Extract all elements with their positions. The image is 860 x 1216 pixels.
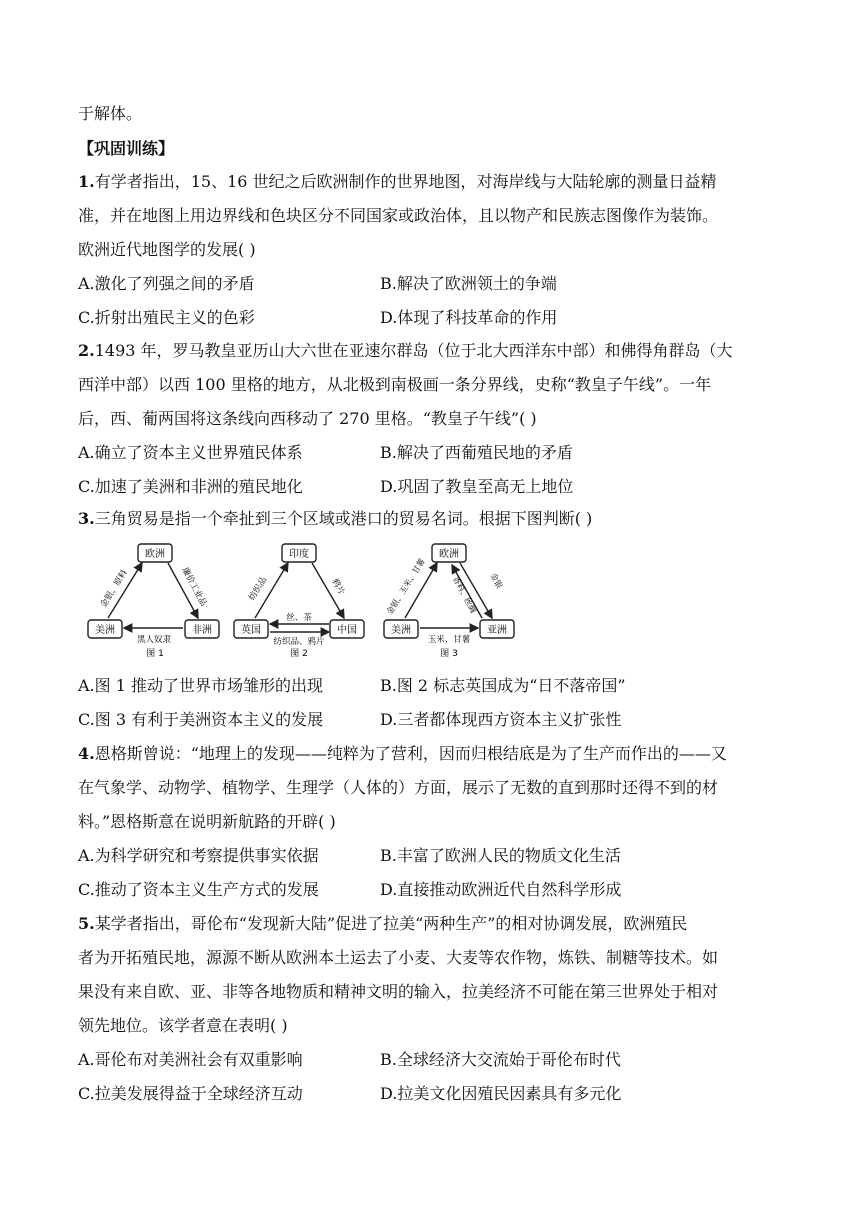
q1-text-1: 有学者指出，15、16 世纪之后欧洲制作的世界地图，对海岸线与大陆轮廓的测量日益精 bbox=[94, 172, 717, 191]
q3-number: 3. bbox=[78, 509, 95, 528]
fig3-edge-right-b: 金银 bbox=[488, 571, 504, 591]
q2-option-d[interactable]: D.巩固了教皇至高无上地位 bbox=[380, 477, 574, 496]
q5-option-b[interactable]: B.全球经济大交流始于哥伦布时代 bbox=[380, 1050, 621, 1069]
q1-line-1 bbox=[78, 172, 717, 192]
fig3-edge-left: 金银、玉米、甘薯 bbox=[385, 557, 427, 617]
q2-option-a[interactable]: A.确立了资本主义世界殖民体系 bbox=[78, 443, 303, 462]
fig3-edge-right-a: 香料、丝绸 bbox=[450, 575, 478, 615]
q3-option-d[interactable]: D.三者都体现西方资本主义扩张性 bbox=[380, 710, 622, 729]
triangle-trade-figures bbox=[80, 538, 520, 668]
q2-number: 2. bbox=[78, 341, 95, 360]
q3-line-1 bbox=[78, 509, 592, 529]
fig3-left-label: 美洲 bbox=[391, 625, 411, 636]
q5-line-2: 者为开拓殖民地，源源不断从欧洲本土运去了小麦、大麦等农作物，炼铁、制糖等技术。如 bbox=[78, 948, 719, 967]
fig1-top-label: 欧洲 bbox=[145, 549, 165, 560]
q4-text-1: 恩格斯曾说：“地理上的发现——纯粹为了营利，因而归根结底是为了生产而作出的——又 bbox=[94, 744, 727, 763]
fig1-right-label: 非洲 bbox=[192, 625, 212, 636]
q1-option-a[interactable]: A.激化了列强之间的矛盾 bbox=[78, 274, 255, 293]
fig1-edge-bottom: 黑人奴隶 bbox=[136, 635, 172, 645]
q4-number: 4. bbox=[78, 744, 95, 763]
q5-option-d[interactable]: D.拉美文化因殖民因素具有多元化 bbox=[380, 1084, 622, 1103]
q2-option-b[interactable]: B.解决了西葡殖民地的矛盾 bbox=[380, 443, 573, 462]
fig2-edge-bottom-top: 丝、茶 bbox=[286, 613, 312, 623]
q4-option-b[interactable]: B.丰富了欧洲人民的物质文化生活 bbox=[380, 846, 621, 865]
q1-number: 1. bbox=[78, 172, 95, 191]
fig2-edge-bottom-bot: 纺织品、鸦片 bbox=[273, 637, 325, 647]
section-title: 【巩固训练】 bbox=[78, 139, 175, 158]
fig3-right-label: 亚洲 bbox=[487, 625, 507, 636]
q2-text-1: 1493 年，罗马教皇亚历山大六世在亚速尔群岛（位于北大西洋东中部）和佛得角群岛（大 bbox=[94, 341, 733, 360]
fig1-left-label: 美洲 bbox=[95, 625, 115, 636]
q4-option-d[interactable]: D.直接推动欧洲近代自然科学形成 bbox=[380, 880, 622, 899]
fig1-caption: 图 1 bbox=[146, 649, 164, 659]
q1-line-3: 欧洲近代地图学的发展( ) bbox=[78, 240, 256, 259]
fig2-edge-right: 鸦片 bbox=[329, 577, 347, 597]
q1-option-d[interactable]: D.体现了科技革命的作用 bbox=[380, 308, 558, 327]
figure-2 bbox=[234, 544, 364, 659]
q3-text-1: 三角贸易是指一个牵扯到三个区域或港口的贸易名词。根据下图判断( ) bbox=[94, 509, 593, 528]
intro-tail: 于解体。 bbox=[78, 104, 143, 123]
q1-line-2: 准，并在地图上用边界线和色块区分不同国家或政治体，且以物产和民族志图像作为装饰。 bbox=[78, 206, 719, 225]
q2-line-1 bbox=[78, 341, 733, 361]
q3-option-a[interactable]: A.图 1 推动了世界市场雏形的出现 bbox=[78, 676, 323, 695]
q4-line-3: 料。”恩格斯意在说明新航路的开辟( ) bbox=[78, 812, 336, 831]
q4-option-a[interactable]: A.为科学研究和考察提供事实依据 bbox=[78, 846, 319, 865]
q2-line-2: 西洋中部）以西 100 里格的地方，从北极到南极画一条分界线，史称“教皇子午线”。一年 bbox=[78, 375, 712, 394]
fig3-caption: 图 3 bbox=[440, 649, 458, 659]
q3-option-c[interactable]: C.图 3 有利于美洲资本主义的发展 bbox=[78, 710, 324, 729]
q3-option-b[interactable]: B.图 2 标志英国成为“日不落帝国” bbox=[380, 676, 626, 695]
q1-option-b[interactable]: B.解决了欧洲领土的争端 bbox=[380, 274, 557, 293]
fig3-edge-bottom: 玉米、甘薯 bbox=[427, 635, 471, 645]
q5-number: 5. bbox=[78, 914, 95, 933]
q5-option-c[interactable]: C.拉美发展得益于全球经济互动 bbox=[78, 1084, 303, 1103]
q5-line-3: 果没有来自欧、亚、非等各地物质和精神文明的输入，拉美经济不可能在第三世界处于相对 bbox=[78, 982, 719, 1001]
fig2-top-label: 印度 bbox=[289, 549, 309, 560]
q1-option-c[interactable]: C.折射出殖民主义的色彩 bbox=[78, 308, 255, 327]
fig2-edge-left: 纺织品 bbox=[247, 575, 270, 603]
q2-line-3: 后，西、葡两国将这条线向西移动了 270 里格。“教皇子午线”( ) bbox=[78, 409, 537, 428]
fig2-left-label: 英国 bbox=[241, 625, 261, 636]
figure-3 bbox=[384, 544, 514, 659]
q5-option-a[interactable]: A.哥伦布对美洲社会有双重影响 bbox=[78, 1050, 303, 1069]
q2-option-c[interactable]: C.加速了美洲和非洲的殖民地化 bbox=[78, 477, 303, 496]
fig1-edge-left: 金银、原料 bbox=[98, 568, 130, 610]
q4-line-2: 在气象学、动物学、植物学、生理学（人体的）方面，展示了无数的直到那时还得不到的材 bbox=[78, 778, 719, 797]
fig2-right-label: 中国 bbox=[337, 625, 357, 636]
fig3-top-label: 欧洲 bbox=[439, 549, 459, 560]
fig1-edge-right: 廉价工业品 bbox=[179, 565, 209, 609]
q4-line-1 bbox=[78, 744, 727, 764]
q5-text-1: 某学者指出，哥伦布“发现新大陆”促进了拉美“两种生产”的相对协调发展，欧洲殖民 bbox=[94, 914, 688, 933]
q5-line-1 bbox=[78, 914, 687, 934]
fig2-caption: 图 2 bbox=[290, 649, 308, 659]
figure-1 bbox=[88, 544, 219, 659]
q5-line-4: 领先地位。该学者意在表明( ) bbox=[78, 1016, 288, 1035]
q4-option-c[interactable]: C.推动了资本主义生产方式的发展 bbox=[78, 880, 319, 899]
